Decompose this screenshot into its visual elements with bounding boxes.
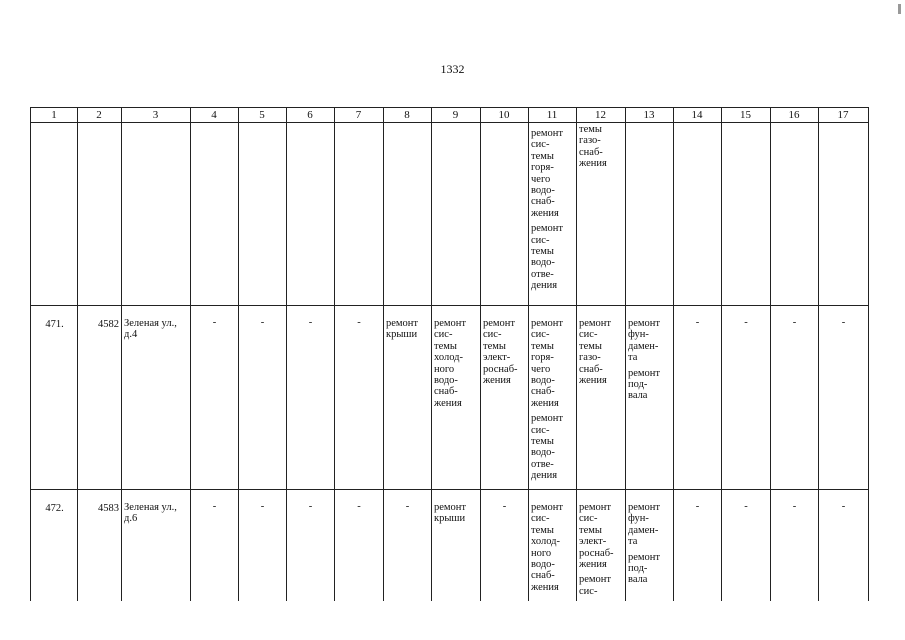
column-divider [673, 108, 674, 601]
header-divider [31, 122, 868, 123]
cell-col-4: - [212, 317, 217, 328]
cell-col-5: - [260, 317, 265, 328]
cell-col-2: 4582 [98, 319, 119, 330]
column-number-6: 6 [307, 109, 313, 121]
cell-col-15: - [744, 501, 748, 512]
cell-entry: ремонт сис- темы водо- отве- дения [531, 223, 564, 292]
column-number-4: 4 [211, 109, 217, 121]
column-number-14: 14 [691, 109, 703, 121]
column-divider [528, 108, 529, 601]
cell-entry: ремонт сис- [579, 574, 612, 597]
cell-entry: ремонт под- вала [628, 551, 661, 586]
cell-col-6: - [308, 501, 313, 512]
cell-entry: ремонт сис- темы горя- чего водо- снаб- жения [531, 128, 564, 219]
cell-entry: ремонт крыши [386, 318, 419, 341]
column-number-9: 9 [452, 109, 459, 121]
cell-col-6: - [308, 317, 313, 328]
cell-col-3: Зеленая ул., д.6 [124, 502, 177, 525]
cell-col-10 [483, 318, 526, 386]
column-divider [818, 108, 819, 601]
cell-col-12 [579, 502, 623, 597]
cell-entry: ремонт сис- темы элект- роснаб- жения [483, 318, 518, 387]
cell-col-13 [628, 502, 671, 586]
column-number-2: 2 [96, 109, 102, 121]
cell-col-14: - [695, 501, 700, 512]
cell-col-14: - [695, 317, 700, 328]
cell-col-12 [579, 124, 623, 170]
column-number-15: 15 [740, 109, 751, 121]
cell-entry: ремонт фун- дамен- та [628, 502, 661, 548]
cell-entry: ремонт под- вала [628, 367, 661, 402]
cell-entry: ремонт сис- темы элект- роснаб- жения [579, 502, 614, 571]
cell-col-17: - [841, 501, 846, 512]
cell-entry: ремонт крыши [434, 502, 467, 525]
cell-col-1: 471. [45, 319, 64, 330]
cell-col-13 [628, 318, 671, 402]
column-divider [334, 108, 335, 601]
cell-col-4: - [212, 501, 217, 512]
column-number-5: 5 [259, 109, 265, 121]
column-number-13: 13 [643, 109, 655, 121]
column-number-3: 3 [152, 109, 159, 121]
register-table [30, 107, 869, 601]
cell-col-9 [434, 318, 478, 409]
page-number: 1332 [440, 62, 465, 76]
column-divider [480, 108, 481, 601]
column-divider [238, 108, 239, 601]
column-number-7: 7 [355, 109, 362, 121]
column-number-1: 1 [51, 109, 57, 121]
row-divider [31, 489, 868, 490]
column-divider [77, 108, 78, 601]
column-divider [121, 108, 122, 601]
column-divider [625, 108, 626, 601]
cell-col-7: - [357, 501, 361, 512]
cell-col-15: - [744, 317, 748, 328]
cell-entry: ремонт сис- темы холод- ного водо- снаб- жения [434, 318, 467, 409]
row-divider [31, 305, 868, 306]
column-number-8: 8 [404, 109, 410, 121]
cell-col-9 [434, 502, 478, 525]
cell-col-16: - [792, 317, 797, 328]
cell-col-11 [531, 502, 574, 593]
column-number-17: 17 [837, 109, 849, 121]
column-divider [431, 108, 432, 601]
cell-col-7: - [357, 317, 361, 328]
cell-col-11 [531, 318, 574, 482]
cell-entry: ремонт сис- темы газо- снаб- жения [579, 318, 612, 387]
cell-entry: ремонт сис- темы горя- чего водо- снаб- жения [531, 318, 564, 409]
cell-col-11 [531, 128, 574, 292]
column-number-10: 10 [498, 109, 510, 121]
cell-col-3: Зеленая ул., д.4 [124, 318, 177, 341]
cell-col-1: 472. [45, 503, 64, 514]
column-number-12: 12 [595, 109, 606, 121]
column-divider [383, 108, 384, 601]
cell-entry: ремонт сис- темы холод- ного водо- снаб- жения [531, 502, 564, 593]
column-divider [286, 108, 287, 601]
cell-entry: ремонт сис- темы водо- отве- дения [531, 413, 564, 482]
column-divider [190, 108, 191, 601]
cell-col-10: - [502, 501, 507, 512]
cell-entry: ремонт фун- дамен- та [628, 318, 661, 364]
column-divider [721, 108, 722, 601]
cell-col-8 [386, 318, 429, 341]
column-divider [770, 108, 771, 601]
column-number-16: 16 [788, 109, 800, 121]
cell-col-12 [579, 318, 623, 386]
cell-col-5: - [260, 501, 265, 512]
column-number-11: 11 [546, 109, 558, 121]
cell-col-2: 4583 [98, 503, 119, 514]
scan-edge-mark [898, 4, 901, 14]
cell-col-8: - [405, 501, 410, 512]
column-divider [576, 108, 577, 601]
cell-entry: темы газо- снаб- жения [579, 124, 607, 170]
cell-col-16: - [792, 501, 797, 512]
cell-col-17: - [841, 317, 846, 328]
